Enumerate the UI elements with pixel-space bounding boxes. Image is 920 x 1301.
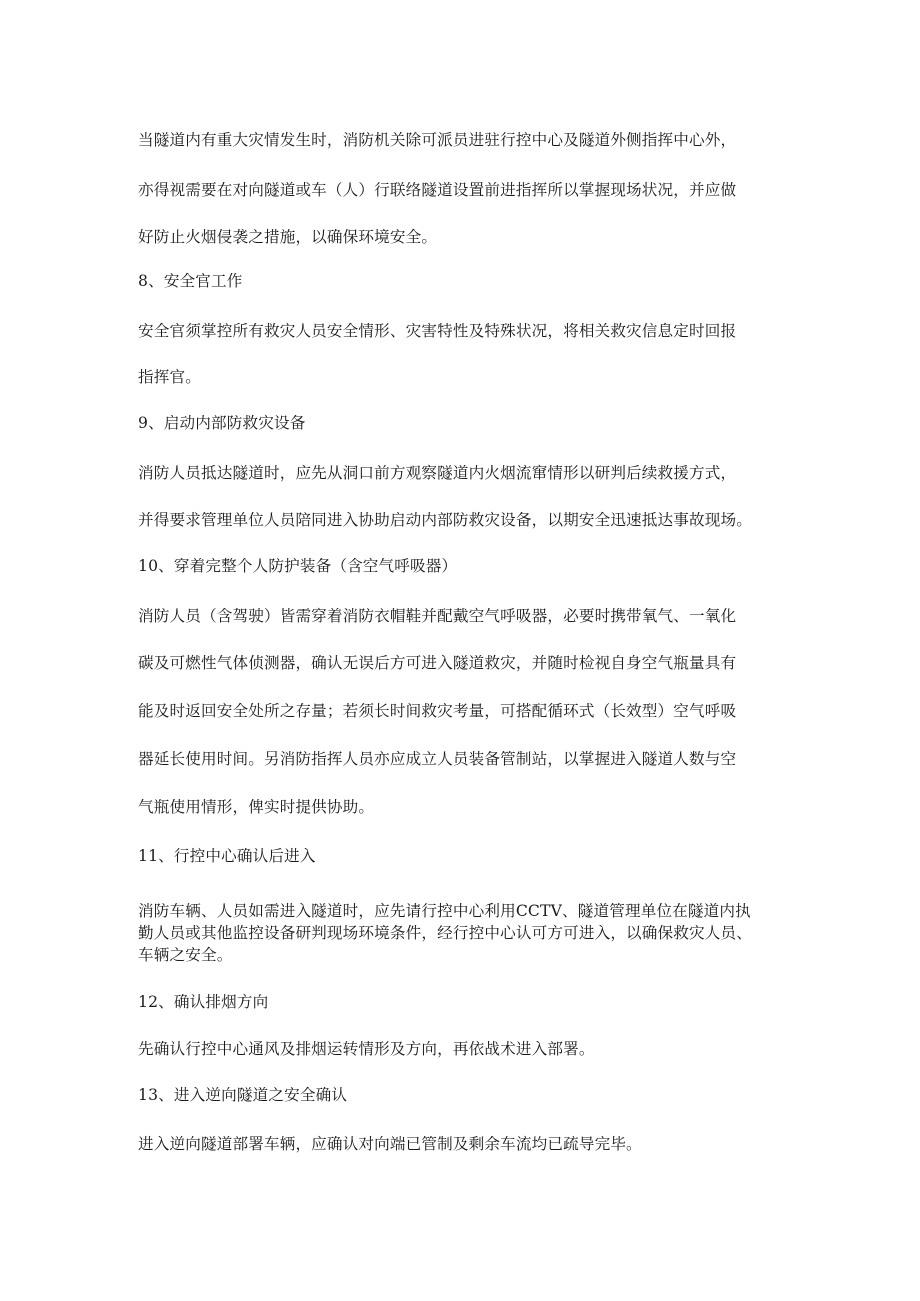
body-text-line: 气瓶使用情形，俾实时提供协助。 (138, 798, 375, 816)
body-text-line: 进入逆向隧道部署车辆，应确认对向端已管制及剩余车流均已疏导完毕。 (138, 1135, 642, 1153)
body-text-line: 消防车辆、人员如需进入隧道时，应先请行控中心利用CCTV、隧道管理单位在隧道内执 (138, 902, 751, 920)
body-text-line: 能及时返回安全处所之存量；若须长时间救灾考量，可搭配循环式（长效型）空气呼吸 (138, 702, 737, 720)
body-text-line: 亦得视需要在对向隧道或车（人）行联络隧道设置前进指挥所以掌握现场状况，并应做 (138, 181, 737, 199)
body-text-line: 车辆之安全。 (138, 946, 233, 964)
body-text-line: 消防人员（含驾驶）皆需穿着消防衣帽鞋并配戴空气呼吸器，必要时携带氧气、一氧化 (138, 607, 737, 625)
section-heading: 8、安全官工作 (138, 272, 243, 290)
section-heading: 13、进入逆向隧道之安全确认 (138, 1086, 348, 1104)
body-text-line: 安全官须掌控所有救灾人员安全情形、灾害特性及特殊状况，将相关救灾信息定时回报 (138, 322, 737, 340)
body-text-line: 当隧道内有重大灾情发生时，消防机关除可派员进驻行控中心及隧道外侧指挥中心外， (138, 131, 737, 149)
section-heading: 9、启动内部防救灾设备 (138, 414, 306, 432)
body-text-line: 好防止火烟侵袭之措施，以确保环境安全。 (138, 228, 438, 246)
section-heading: 11、行控中心确认后进入 (138, 847, 316, 865)
section-heading: 12、确认排烟方向 (138, 993, 269, 1011)
body-text-line: 先确认行控中心通风及排烟运转情形及方向，再依战术进入部署。 (138, 1040, 595, 1058)
section-heading: 10、穿着完整个人防护装备（含空气呼吸器） (138, 557, 458, 575)
body-text-line: 勤人员或其他监控设备研判现场环境条件，经行控中心认可方可进入，以确保救灾人员、 (138, 924, 753, 942)
body-text-line: 器延长使用时间。另消防指挥人员亦应成立人员装备管制站，以掌握进入隧道人数与空 (138, 750, 737, 768)
body-text-line: 消防人员抵达隧道时，应先从洞口前方观察隧道内火烟流窜情形以研判后续救援方式， (138, 464, 737, 482)
body-text-line: 并得要求管理单位人员陪同进入协助启动内部防救灾设备，以期安全迅速抵达事故现场。 (138, 511, 753, 529)
body-text-line: 碳及可燃性气体侦测器，确认无误后方可进入隧道救灾，并随时检视自身空气瓶量具有 (138, 654, 737, 672)
body-text-line: 指挥官。 (138, 368, 201, 386)
